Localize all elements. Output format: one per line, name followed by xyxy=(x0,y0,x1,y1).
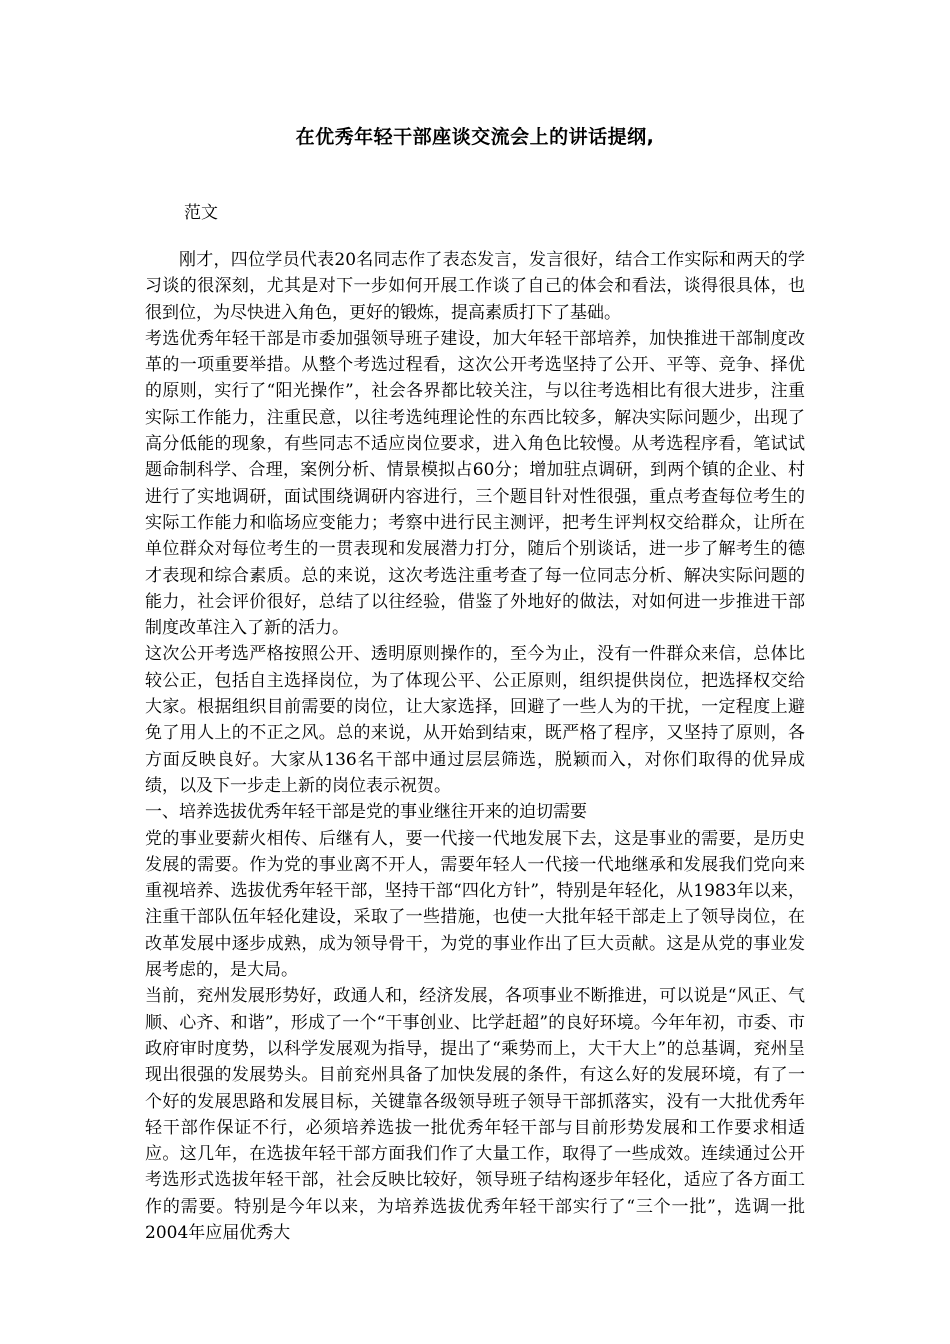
paragraph-party-cause: 党的事业要薪火相传、后继有人，要一代接一代地发展下去，这是事业的需要，是历史发展的需要。作为党的事业离不开人，需要年轻人一代接一代地继承和发展我们党向来重视培养、选拔优秀年轻干部，坚持干部“四化方针”，特别是年轻化，从1983年以来，注重干部队伍年轻化建设，采取了一些措施，也使一大批年轻干部走上了领导岗位，在改革发展中逐步成熟，成为领导骨干，为党的事业作出了巨大贡献。这是从党的事业发展考虑的，是大局。 xyxy=(145,828,805,981)
document-subtitle: 范文 xyxy=(184,203,218,223)
paragraph-intro: 刚才，四位学员代表20名同志作了表态发言，发言很好，结合工作实际和两天的学习谈的很深刻，尤其是对下一步如何开展工作谈了自己的体会和看法，谈得很具体，也很到位，为尽快进入角色，更好的锻炼，提高素质打下了基础。 xyxy=(145,250,805,323)
section-heading-one: 一、培养选拔优秀年轻干部是党的事业继往开来的迫切需要 xyxy=(145,802,587,823)
paragraph-fairness: 这次公开考选严格按照公开、透明原则操作的，至今为止，没有一件群众来信，总体比较公正，包括自主选择岗位，为了体现公平、公正原则，组织提供岗位，把选择权交给大家。根据组织目前需要的岗位，让大家选择，回避了一些人为的干扰，一定程度上避免了用人上的不正之风。总的来说，从开始到结束，既严格了程序，又坚持了原则，各方面反映良好。大家从136名干部中通过层层筛选，脱颖而入，对你们取得的优异成绩，以及下一步走上新的岗位表示祝贺。 xyxy=(145,644,805,796)
paragraph-current-situation: 当前，兖州发展形势好，政通人和，经济发展，各项事业不断推进，可以说是“风正、气顺、心齐、和谐”，形成了一个“干事创业、比学赶超”的良好环境。今年年初，市委、市政府审时度势，以科学发展观为指导，提出了“乘势而上，大干大上”的总基调，兖州呈现出很强的发展势头。目前兖州具备了加快发展的条件，有这么好的发展环境，有了一个好的发展思路和发展目标，关键靠各级领导班子领导干部抓落实，没有一大批优秀年轻干部作保证不行，必须培养选拔一批优秀年轻干部与目前形势发展和工作要求相适应。这几年，在选拔年轻干部方面我们作了大量工作，取得了一些成效。连续通过公开考选形式选拔年轻干部，社会反映比较好，领导班子结构逐步年轻化，适应了各方面工作的需要。特别是今年以来，为培养选拔优秀年轻干部实行了“三个一批”，选调一批2004年应届优秀大 xyxy=(145,986,805,1243)
paragraph-selection-process: 考选优秀年轻干部是市委加强领导班子建设，加大年轻干部培养，加快推进干部制度改革的一项重要举措。从整个考选过程看，这次公开考选坚持了公开、平等、竞争、择优的原则，实行了“阳光操作”，社会各界都比较关注，与以往考选相比有很大进步，注重实际工作能力，注重民意，以往考选纯理论性的东西比较多，解决实际问题少，出现了高分低能的现象，有些同志不适应岗位要求，进入角色比较慢。从考选程序看，笔试试题命制科学、合理，案例分析、情景模拟占60分；增加驻点调研，到两个镇的企业、村进行了实地调研，面试围绕调研内容进行，三个题目针对性很强，重点考查每位考生的实际工作能力和临场应变能力；考察中进行民主测评，把考生评判权交给群众，让所在单位群众对每位考生的一贯表现和发展潜力打分，随后个别谈话，进一步了解考生的德才表现和综合素质。总的来说，这次考选注重考查了每一位同志分析、解决实际问题的能力，社会评价很好，总结了以往经验，借鉴了外地好的做法，对如何进一步推进干部制度改革注入了新的活力。 xyxy=(145,328,805,639)
document-body xyxy=(145,247,805,1246)
document-title: 在优秀年轻干部座谈交流会上的讲话提纲, xyxy=(295,126,655,148)
